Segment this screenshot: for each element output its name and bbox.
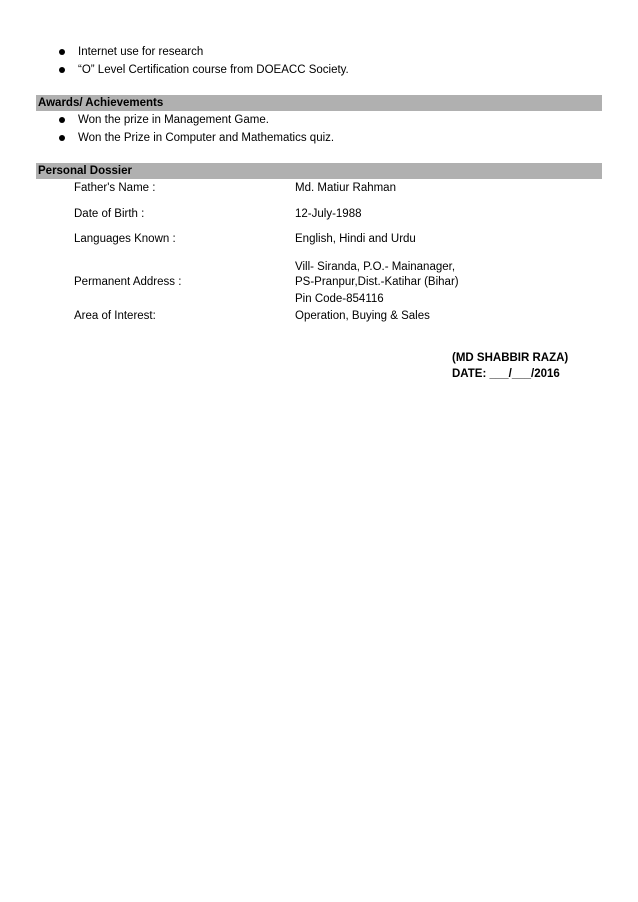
address-label: Permanent Address : — [74, 276, 182, 288]
list-item-text: Internet use for research — [78, 46, 204, 58]
address-line-2: PS-Pranpur,Dist.-Katihar (Bihar) — [295, 276, 459, 288]
address-line-3: Pin Code-854116 — [295, 293, 384, 305]
dob-label: Date of Birth : — [74, 208, 145, 220]
list-item-text: Won the prize in Management Game. — [78, 114, 269, 126]
bullet-icon — [59, 135, 65, 141]
dob-value: 12-July-1988 — [295, 208, 362, 220]
fathers-name-value: Md. Matiur Rahman — [295, 182, 396, 194]
bullet-icon — [59, 49, 65, 55]
list-item — [56, 43, 349, 61]
list-item — [56, 129, 334, 147]
list-item — [56, 111, 334, 129]
bullet-icon — [59, 67, 65, 73]
signature-name: (MD SHABBIR RAZA) — [452, 352, 569, 364]
interest-label: Area of Interest: — [74, 310, 156, 322]
awards-list — [56, 111, 334, 147]
top-bullet-list — [56, 43, 349, 79]
interest-value: Operation, Buying & Sales — [295, 310, 430, 322]
fathers-name-label: Father's Name : — [74, 182, 156, 194]
languages-label: Languages Known : — [74, 233, 176, 245]
dossier-heading: Personal Dossier — [36, 163, 602, 179]
list-item — [56, 61, 349, 79]
list-item-text: Won the Prize in Computer and Mathematics quiz. — [78, 132, 335, 144]
signature-date: DATE: ___/___/2016 — [452, 368, 560, 380]
languages-value: English, Hindi and Urdu — [295, 233, 416, 245]
awards-heading: Awards/ Achievements — [36, 95, 602, 111]
address-line-1: Vill- Siranda, P.O.- Mainanager, — [295, 261, 456, 273]
list-item-text: “O” Level Certification course from DOEACC Society. — [78, 64, 349, 76]
bullet-icon — [59, 117, 65, 123]
